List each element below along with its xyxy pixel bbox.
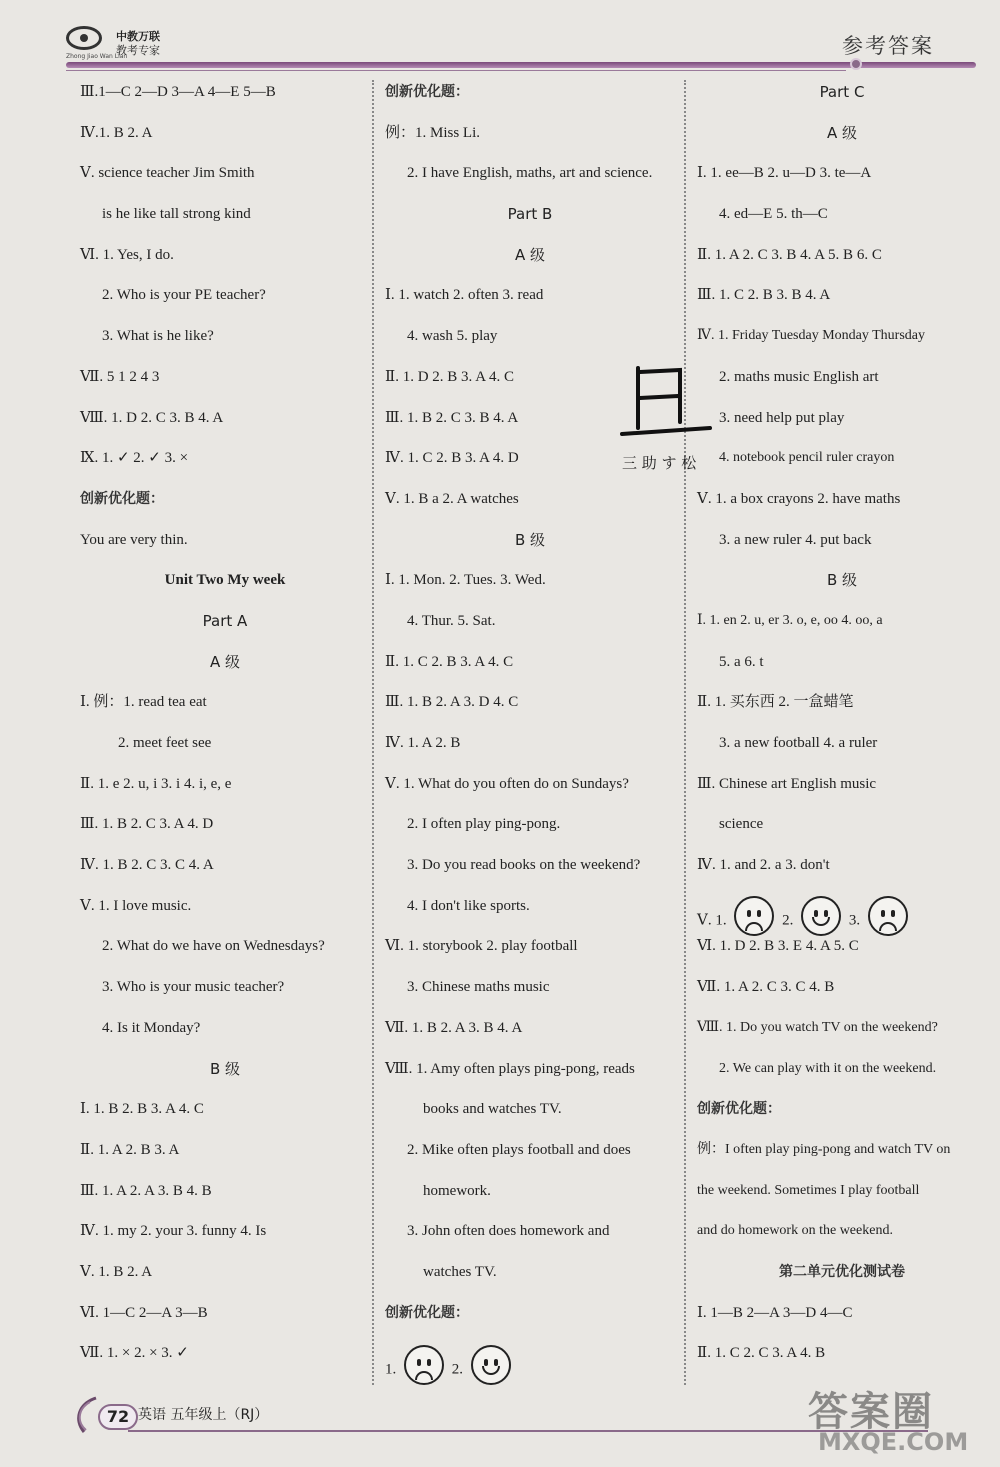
answer-line: Ⅱ. 1. e 2. u, i 3. i 4. i, e, e bbox=[80, 775, 232, 792]
footer-subject: 英语 五年级上（RJ） bbox=[138, 1407, 269, 1423]
answer-line: Ⅵ. 1. D 2. B 3. E 4. A 5. C bbox=[697, 938, 859, 955]
answer-line: Ⅸ. 1. ✓ 2. ✓ 3. × bbox=[80, 450, 189, 467]
sad-face-icon bbox=[734, 896, 774, 936]
level-title: B 级 bbox=[514, 530, 546, 549]
answer-line: Ⅰ. 1. Mon. 2. Tues. 3. Wed. bbox=[385, 572, 546, 589]
answer-line: 例：I often play ping-pong and watch TV on bbox=[697, 1141, 951, 1157]
watermark-logo-text: 答案圈 bbox=[808, 1389, 934, 1435]
part-title: Part C bbox=[819, 83, 865, 101]
answer-line: Ⅴ. science teacher Jim Smith bbox=[80, 165, 255, 182]
answer-line: Ⅰ. 1—B 2—A 3—D 4—C bbox=[697, 1304, 853, 1321]
answer-line: 3. need help put play bbox=[719, 409, 845, 426]
section-heading: 创新优化题： bbox=[385, 1304, 469, 1321]
answer-line: Ⅱ. 1. C 2. C 3. A 4. B bbox=[697, 1345, 826, 1362]
face-answer-label-1: 1. bbox=[385, 1361, 397, 1378]
answer-line: Ⅳ. 1. Friday Tuesday Monday Thursday bbox=[697, 328, 926, 344]
answer-line: Ⅴ. 1. I love music. bbox=[80, 897, 192, 914]
answer-line: 2. What do we have on Wednesdays? bbox=[102, 938, 325, 955]
answer-line: Ⅴ. 1. B a 2. A watches bbox=[385, 490, 519, 507]
answer-line: Ⅲ. 1. B 2. A 3. D 4. C bbox=[385, 694, 519, 711]
handwritten-note: 三 助 す 松 bbox=[622, 454, 697, 472]
answer-line: 例：1. Miss Li. bbox=[385, 124, 481, 141]
answer-line: Ⅴ. 1. B 2. A bbox=[80, 1263, 153, 1280]
answer-line: Ⅲ. 1. B 2. C 3. B 4. A bbox=[385, 409, 519, 426]
answer-line: 4. I don't like sports. bbox=[407, 897, 530, 914]
answer-line: 4. Thur. 5. Sat. bbox=[407, 612, 496, 629]
answer-line: You are very thin. bbox=[80, 531, 188, 548]
happy-face-icon bbox=[801, 896, 841, 936]
answer-line: watches TV. bbox=[423, 1263, 497, 1280]
answer-line: books and watches TV. bbox=[423, 1101, 562, 1118]
answer-line: 3. a new football 4. a ruler bbox=[719, 735, 878, 751]
answer-line: Ⅴ. 1. What do you often do on Sundays? bbox=[385, 775, 629, 792]
level-title: A 级 bbox=[209, 652, 241, 671]
answer-line: homework. bbox=[423, 1182, 491, 1199]
page-number: 72 bbox=[98, 1404, 138, 1430]
publisher-logo bbox=[66, 26, 176, 62]
answer-line: Ⅵ. 1. storybook 2. play football bbox=[385, 938, 578, 955]
test-title: 第二单元优化测试卷 bbox=[779, 1263, 905, 1280]
part-title: Part A bbox=[202, 611, 248, 630]
face-answer-line bbox=[385, 1341, 675, 1382]
answer-line: Ⅷ. 1. Amy often plays ping-pong, reads bbox=[385, 1060, 635, 1077]
face-answer-label-3: 3. bbox=[848, 912, 861, 929]
level-title: B 级 bbox=[209, 1059, 241, 1078]
answer-line: and do homework on the weekend. bbox=[697, 1223, 893, 1239]
answer-line: Ⅲ. 1. A 2. A 3. B 4. B bbox=[80, 1182, 212, 1199]
answer-line: 3. a new ruler 4. put back bbox=[719, 531, 872, 548]
answer-line: Ⅰ. 1. watch 2. often 3. read bbox=[385, 287, 544, 304]
answer-line: 2. I have English, maths, art and science. bbox=[407, 165, 653, 182]
face-answer-label-2: 2. bbox=[451, 1361, 463, 1378]
column-3 bbox=[697, 80, 987, 1382]
watermark-url: MXQE.COM bbox=[818, 1428, 969, 1456]
answer-line: Ⅰ. 1. en 2. u, er 3. o, e, oo 4. oo, a bbox=[697, 612, 883, 628]
header-divider-thin bbox=[66, 70, 846, 71]
answer-line: Ⅶ. 1. × 2. × 3. ✓ bbox=[80, 1345, 189, 1362]
level-title: A 级 bbox=[826, 123, 858, 142]
leaf-decoration-icon bbox=[70, 1394, 100, 1434]
answer-line: the weekend. Sometimes I play football bbox=[697, 1182, 920, 1198]
face-answer-label-1: Ⅴ. 1. bbox=[697, 912, 727, 929]
section-heading: 创新优化题： bbox=[697, 1101, 781, 1118]
answer-line: Ⅰ. 1. B 2. B 3. A 4. C bbox=[80, 1101, 204, 1118]
answer-line: Ⅵ. 1—C 2—A 3—B bbox=[80, 1304, 208, 1321]
page-title: 参考答案 bbox=[842, 34, 934, 58]
answer-line: Ⅳ. 1. my 2. your 3. funny 4. Is bbox=[80, 1223, 267, 1240]
answer-line: Ⅱ. 1. A 2. B 3. A bbox=[80, 1141, 180, 1158]
answer-line: 2. I often play ping-pong. bbox=[407, 816, 561, 833]
answer-line: Ⅲ.1—C 2—D 3—A 4—E 5—B bbox=[80, 84, 276, 100]
level-title: A 级 bbox=[514, 245, 546, 264]
answer-line: Ⅳ.1. B 2. A bbox=[80, 124, 153, 141]
answer-line: 2. maths music English art bbox=[719, 368, 879, 385]
logo-line1: 中教万联 bbox=[116, 30, 160, 43]
answer-line: Ⅵ. 1. Yes, I do. bbox=[80, 246, 174, 263]
header-divider bbox=[66, 62, 976, 68]
answer-line: Ⅰ. 例：1. read tea eat bbox=[80, 694, 207, 711]
answer-line: Ⅳ. 1. and 2. a 3. don't bbox=[697, 857, 830, 874]
level-title: B 级 bbox=[826, 571, 858, 590]
answer-line: Ⅰ. 1. ee—B 2. u—D 3. te—A bbox=[697, 165, 872, 182]
part-title: Part B bbox=[507, 205, 553, 224]
answer-line: Ⅶ. 1. B 2. A 3. B 4. A bbox=[385, 1019, 523, 1036]
answer-line: Ⅲ. 1. B 2. C 3. A 4. D bbox=[80, 816, 214, 833]
answer-line: Ⅴ. 1. a box crayons 2. have maths bbox=[697, 490, 901, 507]
answer-line: Ⅱ. 1. C 2. B 3. A 4. C bbox=[385, 653, 514, 670]
answer-line: 4. ed—E 5. th—C bbox=[719, 206, 828, 223]
answer-line: 4. Is it Monday? bbox=[102, 1019, 201, 1036]
answer-line: Ⅳ. 1. C 2. B 3. A 4. D bbox=[385, 450, 519, 467]
answer-line: Ⅷ. 1. Do you watch TV on the weekend? bbox=[697, 1019, 938, 1035]
face-answer-line bbox=[697, 894, 987, 935]
answer-line: Ⅶ. 1. A 2. C 3. C 4. B bbox=[697, 979, 835, 996]
answer-line: 2. Who is your PE teacher? bbox=[102, 287, 266, 304]
answer-line: Ⅱ. 1. 买东西 2. 一盒蜡笔 bbox=[697, 694, 854, 711]
column-1 bbox=[80, 80, 370, 1382]
logo-icon bbox=[66, 26, 102, 50]
section-heading: 创新优化题： bbox=[80, 490, 164, 507]
header-dot-icon bbox=[850, 58, 862, 70]
answer-line: 3. Who is your music teacher? bbox=[102, 979, 285, 996]
happy-face-icon bbox=[471, 1345, 511, 1385]
face-answer-label-2: 2. bbox=[782, 912, 794, 929]
sad-face-icon bbox=[404, 1345, 444, 1385]
answer-line: 3. Chinese maths music bbox=[407, 979, 550, 996]
column-divider-1 bbox=[372, 80, 374, 1385]
column-2 bbox=[385, 80, 675, 1382]
answer-line: Ⅷ. 1. D 2. C 3. B 4. A bbox=[80, 409, 224, 426]
answer-line: 2. We can play with it on the weekend. bbox=[719, 1060, 937, 1076]
answer-line: 2. meet feet see bbox=[118, 735, 212, 751]
answer-line: is he like tall strong kind bbox=[102, 206, 251, 223]
answer-line: Ⅱ. 1. A 2. C 3. B 4. A 5. B 6. C bbox=[697, 246, 882, 263]
unit-title: Unit Two My week bbox=[164, 572, 286, 589]
section-heading: 创新优化题： bbox=[385, 84, 469, 100]
answer-line: science bbox=[719, 816, 764, 833]
page-header bbox=[0, 0, 1000, 80]
page-number-badge bbox=[70, 1394, 130, 1434]
answer-line: 4. notebook pencil ruler crayon bbox=[719, 450, 895, 466]
logo-small-text: Zhong Jiao Wan Lian bbox=[66, 53, 128, 60]
answer-line: 2. Mike often plays football and does bbox=[407, 1141, 631, 1158]
sad-face-icon bbox=[868, 896, 908, 936]
answer-line: Ⅳ. 1. B 2. C 3. C 4. A bbox=[80, 857, 214, 874]
answer-line: Ⅳ. 1. A 2. B bbox=[385, 735, 461, 751]
answer-line: 3. What is he like? bbox=[102, 328, 214, 345]
answer-line: Ⅲ. 1. C 2. B 3. B 4. A bbox=[697, 287, 831, 304]
answer-line: 5. a 6. t bbox=[719, 653, 764, 670]
answer-line: 4. wash 5. play bbox=[407, 328, 498, 345]
answer-line: 3. John often does homework and bbox=[407, 1223, 610, 1240]
logo-line2: 教考专家 bbox=[116, 44, 160, 57]
column-divider-2 bbox=[684, 80, 686, 1385]
answer-line: Ⅲ. Chinese art English music bbox=[697, 775, 877, 792]
answer-line: Ⅱ. 1. D 2. B 3. A 4. C bbox=[385, 368, 514, 385]
answer-line: 3. Do you read books on the weekend? bbox=[407, 857, 641, 874]
answer-line: Ⅶ. 5 1 2 4 3 bbox=[80, 368, 160, 385]
